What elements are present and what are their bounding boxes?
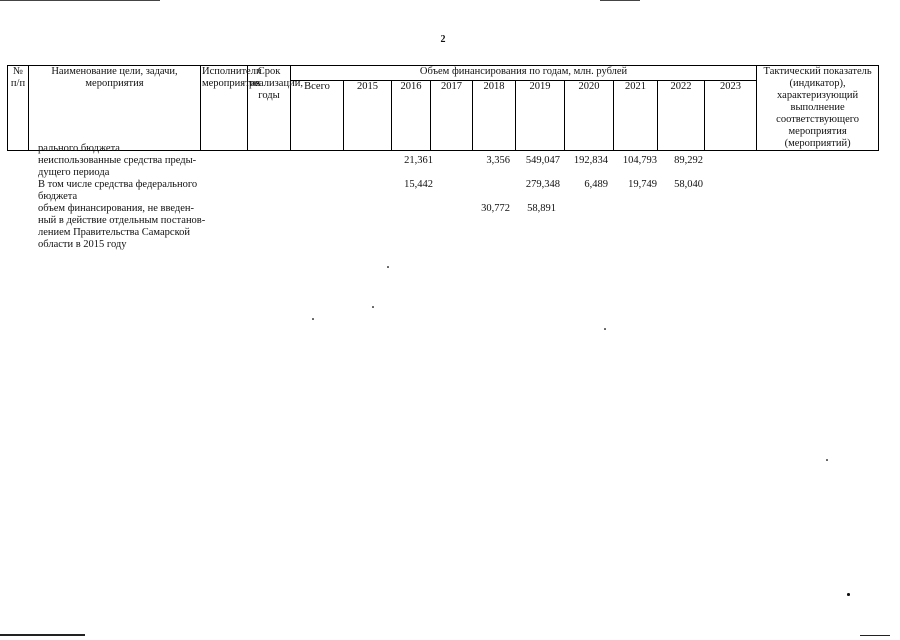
col-total-header: Всего — [291, 81, 344, 151]
col-year-header: 2019 — [516, 81, 565, 151]
value-cell: 30,772 — [481, 203, 510, 214]
scan-edge-line — [860, 635, 890, 636]
col-year-header: 2018 — [473, 81, 516, 151]
col-indicator-header: Тактический показатель (индикатор), характеризующий выполнение соответствующего мероприятия (мероприятий) — [757, 66, 879, 151]
value-cell: 6,489 — [584, 179, 608, 190]
value-cell: 19,749 — [628, 179, 657, 190]
col-executors-header: Исполнители мероприятия — [201, 66, 248, 151]
col-funding-header: Объем финансирования по годам, млн. рублей — [291, 66, 757, 81]
col-number-header: № п/п — [8, 66, 29, 151]
value-cell: 279,348 — [525, 179, 560, 190]
col-year-header: 2017 — [431, 81, 473, 151]
scan-speck — [604, 328, 606, 330]
scan-edge-line — [0, 0, 160, 1]
col-year-header: 2022 — [658, 81, 705, 151]
scan-speck — [372, 306, 374, 308]
col-year-header: 2015 — [344, 81, 392, 151]
page-number: 2 — [440, 34, 446, 45]
scan-speck — [312, 318, 314, 320]
col-year-header: 2020 — [565, 81, 614, 151]
scan-speck — [826, 459, 828, 461]
col-term-header: Срок реализации, годы — [248, 66, 291, 151]
value-cell: 58,891 — [527, 203, 556, 214]
row-label: рального бюджета — [38, 143, 120, 154]
value-cell: 104,793 — [622, 155, 657, 166]
row-label: неиспользованные средства преды- дущего периода — [38, 155, 197, 178]
scan-speck — [847, 593, 850, 596]
value-cell: 3,356 — [486, 155, 510, 166]
value-cell: 15,442 — [404, 179, 433, 190]
value-cell: 89,292 — [674, 155, 703, 166]
col-year-header: 2023 — [705, 81, 757, 151]
col-year-header: 2021 — [614, 81, 658, 151]
value-cell: 192,834 — [573, 155, 608, 166]
scan-edge-line — [0, 634, 85, 636]
col-year-header: 2016 — [392, 81, 431, 151]
scan-edge-line — [600, 0, 640, 1]
row-label: объем финансирования, не введен- ный в действие отдельным постанов- лением Правительства Самарской области в 2015 году — [38, 203, 206, 250]
value-cell: 58,040 — [674, 179, 703, 190]
value-cell: 549,047 — [525, 155, 560, 166]
col-name-header: Наименование цели, задачи, мероприятия — [29, 66, 201, 151]
row-label: В том числе средства федерального бюджета — [38, 179, 198, 202]
financing-table-header — [7, 65, 879, 151]
scan-speck — [387, 266, 389, 268]
value-cell: 21,361 — [404, 155, 433, 166]
